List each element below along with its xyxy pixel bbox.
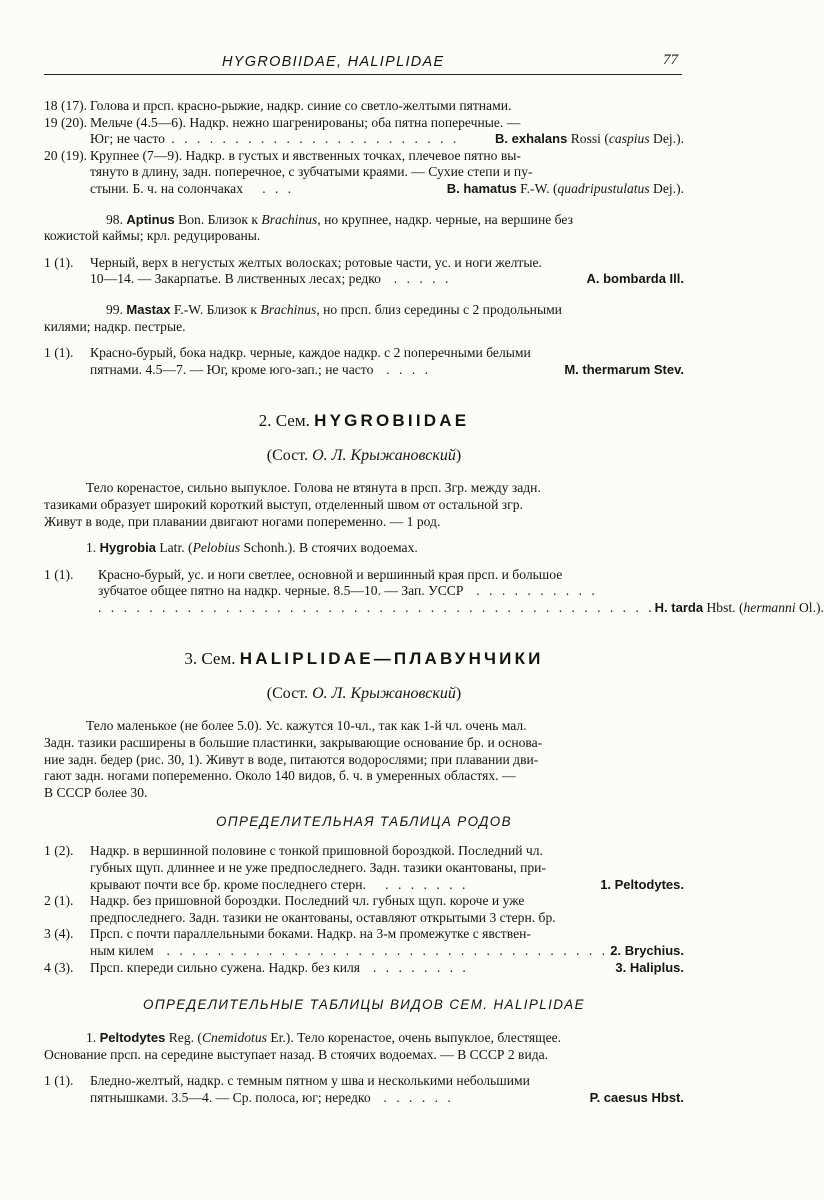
family-description: Задн. тазики расширены в большие пластинки, закрывающие основание бр. и основа- [44,735,543,751]
running-header [44,46,682,75]
key-line: 3 (4). Прсп. с почти параллельными боками. Надкр. на 3-м промежутке с явствен- [44,926,531,942]
genus-line: Основание прсп. на середине выступает назад. В стоячих водоемах. — В СССР 2 вида. [44,1046,549,1062]
key-line: тянуто в длину, задн. поперечное, с зубчатыми краями. — Сухие степи и пу- [90,164,533,180]
page-body [44,98,824,1107]
species-name: P. caesus Hbst. [589,1089,684,1105]
key-line: 19 (20). Мельче (4.5—6). Надкр. нежно шагренированы; оба пятна поперечные. — [44,114,521,130]
family-title: 2. Сем. HYGROBIIDAE [258,411,470,431]
key-line: 1 (1). Черный, верх в негустых желтых волосках; ротовые части, ус. и ноги желтые. [44,254,542,270]
key-line: пятнами. 4.5—7. — Юг, кроме юго-зап.; не часто . . . . M. thermarum Stev. [90,361,684,377]
species-table-title: ОПРЕДЕЛИТЕЛЬНЫЕ ТАБЛИЦЫ ВИДОВ СЕМ. HALIPLIDAE [143,997,585,1013]
species-name: H. tarda Hbst. (hermanni Ol.). [654,599,824,615]
family-description: В СССР более 30. [44,784,148,800]
family-description: Тело маленькое (не более 5.0). Ус. кажутся 10-чл., так как 1-й чл. очень мал. [86,718,527,734]
genus-line: 99. Mastax F.-W. Близок к Brachinus, но прсп. близ середины с 2 продольными [106,301,562,317]
genus-line: 98. Aptinus Bon. Близок к Brachinus, но крупнее, надкр. черные, на вершине без [106,211,573,227]
genus-line: кожистой каймы; крл. редуцированы. [44,228,261,244]
genus-result: 1. Peltodytes. [600,876,684,892]
key-line: 10—14. — Закарпатье. В лиственных лесах; редко . . . . . A. bombarda Ill. [90,271,684,287]
species-name: B. exhalans Rossi (caspius Dej.). [495,131,684,147]
compiler-line: (Сост. О. Л. Крыжановский) [266,685,462,703]
running-title: HYGROBIIDAE, HALIPLIDAE [222,54,445,70]
family-description: ние задн. бедер (рис. 30, 1). Живут в воде, питаются водорослями; при плавании дви- [44,751,539,767]
genus-line: 1. Peltodytes Reg. (Cnemidotus Er.). Тело коренастое, очень выпуклое, блестящее. [86,1030,562,1046]
key-line: 1 (1). Красно-бурый, ус. и ноги светлее, основной и вершинный края прсп. и большое [44,566,563,582]
key-line: 2 (1). Надкр. без пришовной бороздки. Последний чл. губных щуп. короче и уже [44,893,525,909]
family-haliplidae [44,648,684,1106]
family-title: 3. Сем. HALIPLIDAE—ПЛАВУНЧИКИ [184,649,544,669]
species-name: B. hamatus F.-W. (quadripustulatus Dej.). [446,180,684,196]
key-line: 4 (3). Прсп. кпереди сильно сужена. Надкр. без киля . . . . . . . . 3. Haliplus. [44,959,684,975]
key-line: 1 (2). Надкр. в вершинной половине с тонкой пришовной бороздкой. Последний чл. [44,843,543,859]
family-description: тазиками образует широкий короткий выступ, отделенный швом от остальной згр. [44,496,523,512]
genus-result: 3. Haliplus. [615,959,684,975]
compiler-line: (Сост. О. Л. Крыжановский) [266,447,462,465]
key-line: 20 (19). Крупнее (7—9). Надкр. в густых и явственных точках, плечевое пятно вы- [44,147,521,163]
genus-aptinus [44,212,684,288]
key-line: крывают почти все бр. кроме последнего стерн. . . . . . . . 1. Peltodytes. [90,876,684,892]
genus-result: 2. Brychius. [610,943,684,958]
genus-line: килями; надкр. пестрые. [44,318,186,334]
family-hygrobiidae [44,410,824,616]
key-line: пятнышками. 3.5—4. — Ср. полоса, юг; нередко . . . . . . P. caesus Hbst. [90,1089,684,1105]
brachinus-key [44,98,684,198]
genera-key [44,843,684,976]
key-line: предпоследнего. Задн. тазики не окантованы, оставляют открытыми 3 стерн. бр. [90,909,556,925]
genera-table-title: ОПРЕДЕЛИТЕЛЬНАЯ ТАБЛИЦА РОДОВ [216,814,512,830]
genus-mastax [44,302,684,378]
key-line: стыни. Б. ч. на солончаках . . . B. hamatus F.-W. (quadripustulatus Dej.). [90,180,684,196]
family-description: Живут в воде, при плавании двигают ногами попеременно. — 1 род. [44,513,441,529]
key-line: ным килем . . . . . . . . . . . . . . . . . . . . . . . . . . . . . . . . . . . 2. Brychius. [90,943,684,958]
key-line: 1 (1). Красно-бурый, бока надкр. черные, каждое надкр. с 2 поперечными белыми [44,345,531,361]
key-line: 1 (1). Бледно-желтый, надкр. с темным пятном у шва и несколькими небольшими [44,1073,530,1089]
key-line: . . . . . . . . . . . . . . . . . . . . . . . . . . . . . . . . . . . . . . . . . . . . H. tarda Hbst. (hermanni Ol.). [98,599,824,615]
family-description: гают задн. ногами попеременно. Около 140 видов, б. ч. в умеренных областях. — [44,768,516,784]
family-description: Тело коренастое, сильно выпуклое. Голова не втянута в прсп. Згр. между задн. [86,480,541,496]
key-line: губных щуп. длиннее и не уже предпоследнего. Задн. тазики окантованы, при- [90,860,546,876]
key-line: зубчатое общее пятно на надкр. черные. 8.5—10. — Зап. УССР . . . . . . . . . . [98,583,598,599]
genus-line: 1. Hygrobia Latr. (Pelobius Schonh.). В стоячих водоемах. [86,540,418,556]
species-name: A. bombarda Ill. [586,271,684,287]
key-line: 18 (17). Голова и прсп. красно-рыжие, надкр. синие со светло-желтыми пятнами. [44,98,512,113]
key-line: Юг; не часто . . . . . . . . . . . . . . . . . . . . . . . B. exhalans Rossi (caspius Dej.). [90,131,684,147]
page-number: 77 [663,52,678,68]
species-name: M. thermarum Stev. [564,361,684,377]
